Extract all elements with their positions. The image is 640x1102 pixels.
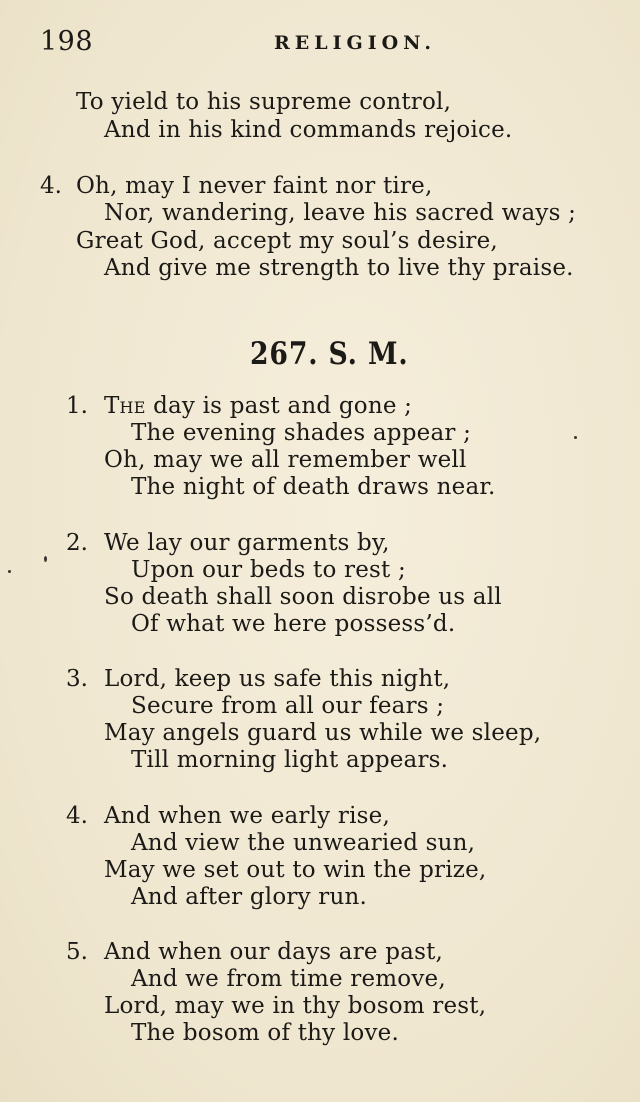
- verse-line: And after glory run.: [131, 884, 367, 910]
- verse-line: To yield to his supreme control,: [76, 89, 452, 115]
- stanza-number: 4.: [40, 173, 62, 199]
- verse-line: Of what we here possess’d.: [131, 611, 456, 637]
- verse-line: Nor, wandering, leave his sacred ways ;: [104, 200, 577, 226]
- verse-line: Lord, keep us safe this night,: [104, 666, 451, 692]
- running-head: RELIGION.: [274, 32, 436, 54]
- verse-line: We lay our garments by,: [104, 530, 390, 556]
- verse-line: The evening shades appear ;: [131, 420, 472, 446]
- page-header: [40, 22, 600, 62]
- verse-line-first: [104, 392, 412, 420]
- verse-line: Great God, accept my soul’s desire,: [76, 228, 498, 254]
- verse-line: So death shall soon disrobe us all: [104, 584, 502, 610]
- verse-line: May angels guard us while we sleep,: [104, 720, 542, 746]
- verse-line: Lord, may we in thy bosom rest,: [104, 993, 487, 1019]
- verse-line: And when our days are past,: [104, 939, 444, 965]
- verse-line: Oh, may we all remember well: [104, 447, 467, 473]
- page-number: 198: [40, 26, 94, 57]
- first-word: The: [104, 393, 146, 419]
- stanza-number: 5.: [66, 939, 88, 965]
- verse-line: And in his kind commands rejoice.: [104, 117, 513, 143]
- verse-line: And when we early rise,: [104, 803, 390, 829]
- stanza-number: 3.: [66, 666, 88, 692]
- ink-speck: [574, 436, 577, 439]
- verse-line: The night of death draws near.: [131, 474, 496, 500]
- verse-line: And we from time remove,: [131, 966, 446, 992]
- verse-line: And give me strength to live thy praise.: [104, 255, 574, 281]
- stanza-number: 4.: [66, 803, 88, 829]
- verse-line: Secure from all our fears ;: [131, 693, 445, 719]
- verse-line: Till morning light appears.: [131, 747, 449, 773]
- verse-line: Upon our beds to rest ;: [131, 557, 406, 583]
- verse-line: Oh, may I never faint nor tire,: [76, 173, 433, 199]
- hymn-title: 267. S. M.: [250, 336, 409, 372]
- verse-line: May we set out to win the prize,: [104, 857, 487, 883]
- verse-line: The bosom of thy love.: [131, 1020, 399, 1046]
- stanza-number: 2.: [66, 530, 88, 556]
- verse-line: And view the unwearied sun,: [131, 830, 476, 856]
- first-line-rest: day is past and gone ;: [145, 393, 413, 419]
- stanza-number: 1.: [66, 393, 88, 419]
- ink-speck: [8, 570, 11, 573]
- ink-speck: [44, 556, 47, 562]
